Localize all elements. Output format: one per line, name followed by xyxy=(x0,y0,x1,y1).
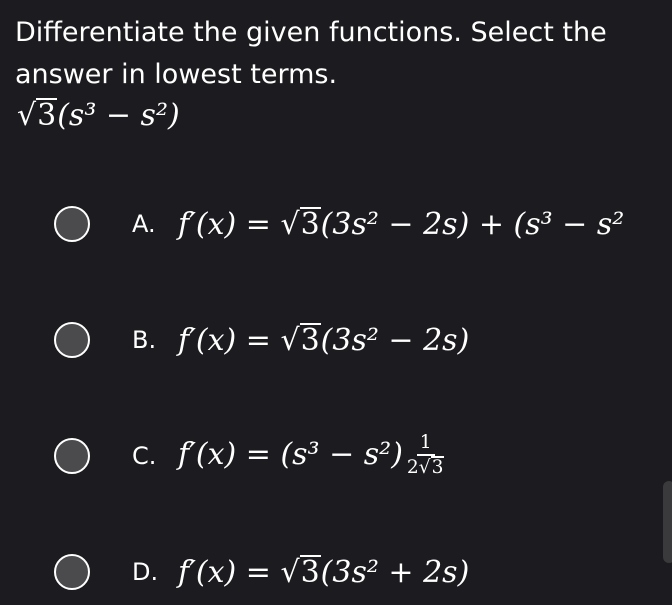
option-lhs: f′(x) = xyxy=(178,322,281,358)
option-rest: (3s² − 2s) xyxy=(320,322,470,358)
sqrt-symbol: √3 xyxy=(418,456,444,478)
option-expression xyxy=(178,207,624,242)
sqrt-symbol: √3 xyxy=(280,554,320,590)
radio-button-d[interactable] xyxy=(54,554,90,590)
fraction-denominator: 2√3 xyxy=(406,456,444,478)
option-d[interactable] xyxy=(54,544,672,600)
radio-button-a[interactable] xyxy=(54,206,90,242)
option-expression xyxy=(178,433,446,479)
option-a[interactable] xyxy=(54,196,672,252)
option-lhs: f′(x) = xyxy=(178,554,281,590)
fraction xyxy=(405,433,447,479)
sqrt-symbol: √3 xyxy=(280,206,320,242)
option-expr: (s³ − s²) xyxy=(280,436,403,472)
given-function xyxy=(17,98,180,133)
sqrt-symbol: √3 xyxy=(17,98,57,133)
option-lhs: f′(x) = xyxy=(178,436,281,472)
option-letter: A. xyxy=(132,210,156,238)
option-b[interactable] xyxy=(54,312,672,368)
question-prompt: Differentiate the given functions. Select the answer in lowest terms. xyxy=(15,17,607,90)
fraction-numerator: 1 xyxy=(417,433,435,455)
option-letter: D. xyxy=(132,558,159,586)
option-c[interactable] xyxy=(54,425,672,487)
option-letter: B. xyxy=(132,326,157,354)
option-expression xyxy=(178,323,469,358)
option-expression xyxy=(178,555,469,590)
scrollbar-handle[interactable] xyxy=(663,481,672,563)
option-rest: (3s² − 2s) + (s³ − s² xyxy=(320,206,625,242)
option-rest: (3s² + 2s) xyxy=(320,554,470,590)
sqrt-symbol: √3 xyxy=(280,322,320,358)
option-lhs: f′(x) = xyxy=(178,206,281,242)
option-letter: C. xyxy=(132,442,157,470)
function-expression: (s³ − s²) xyxy=(57,98,180,133)
radio-button-c[interactable] xyxy=(54,438,90,474)
radio-button-b[interactable] xyxy=(54,322,90,358)
